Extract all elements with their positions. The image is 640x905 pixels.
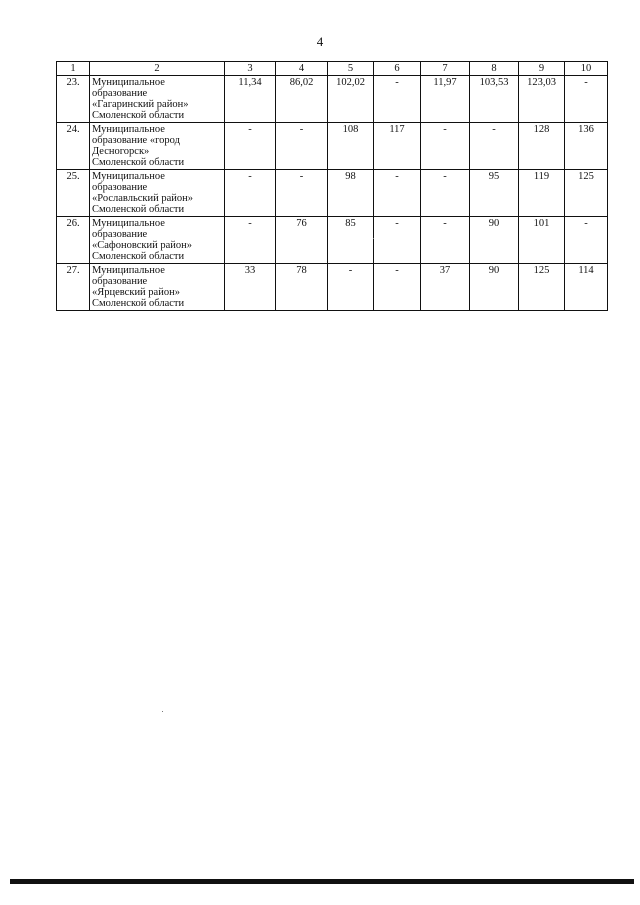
table-row [57,264,608,311]
value-cell: - [470,123,519,170]
column-header: 7 [421,62,470,76]
value-cell: 85 [328,217,374,264]
value-cell: - [374,76,421,123]
column-header: 6 [374,62,421,76]
value-cell: - [565,217,608,264]
value-cell: 125 [565,170,608,217]
municipality-name-line: Десногорск» [92,146,150,157]
value-cell: 101 [519,217,565,264]
table-row [57,123,608,170]
value-cell: 86,02 [276,76,328,123]
municipality-name-line: Муниципальное [92,171,165,182]
value-cell: 108 [328,123,374,170]
value-cell: - [374,264,421,311]
column-header: 10 [565,62,608,76]
value-cell: 37 [421,264,470,311]
data-table [56,61,608,311]
municipality-name-line: «Гагаринский район» [92,99,189,110]
header-row [57,62,608,76]
value-cell: - [225,170,276,217]
value-cell: 123,03 [519,76,565,123]
value-cell: 90 [470,264,519,311]
value-cell: - [328,264,374,311]
municipality-name-line: Муниципальное [92,265,165,276]
value-cell: 11,97 [421,76,470,123]
municipality-name-line: Смоленской области [92,157,185,168]
column-header: 9 [519,62,565,76]
column-header: 5 [328,62,374,76]
value-cell: - [374,217,421,264]
municipality-name-line: «Рославльский район» [92,193,194,204]
value-cell: - [276,170,328,217]
value-cell: - [421,170,470,217]
municipality-name-line: образование [92,182,148,193]
municipality-name [90,123,225,170]
column-header: 3 [225,62,276,76]
value-cell: 128 [519,123,565,170]
municipality-name [90,264,225,311]
value-cell: - [565,76,608,123]
municipality-name [90,217,225,264]
municipality-name [90,76,225,123]
municipality-name-line: образование [92,88,148,99]
scan-speck [373,238,374,239]
municipality-name [90,170,225,217]
municipality-name-line: «Сафоновский район» [92,240,193,251]
municipality-name-line: Смоленской области [92,110,185,121]
column-header: 4 [276,62,328,76]
row-number: 26. [57,217,90,264]
value-cell: - [276,123,328,170]
column-header: 2 [90,62,225,76]
value-cell: - [374,170,421,217]
bottom-border-line [10,879,634,884]
table-row [57,217,608,264]
page-number: 4 [316,34,324,49]
municipality-name-line: образование [92,276,148,287]
value-cell: - [421,123,470,170]
value-cell: - [225,217,276,264]
row-number: 27. [57,264,90,311]
municipality-name-line: Смоленской области [92,251,185,262]
scan-speck [162,711,163,712]
municipality-name-line: образование «город [92,135,180,146]
column-header: 8 [470,62,519,76]
row-number: 25. [57,170,90,217]
municipality-name-line: Муниципальное [92,218,165,229]
value-cell: 125 [519,264,565,311]
table-row [57,76,608,123]
value-cell: 119 [519,170,565,217]
column-header: 1 [57,62,90,76]
table-body [57,76,608,311]
value-cell: 103,53 [470,76,519,123]
table-row [57,170,608,217]
value-cell: 117 [374,123,421,170]
value-cell: 33 [225,264,276,311]
municipality-name-line: Муниципальное [92,77,165,88]
municipality-name-line: «Ярцевский район» [92,287,180,298]
value-cell: 90 [470,217,519,264]
value-cell: 136 [565,123,608,170]
municipality-name-line: Смоленской области [92,204,185,215]
value-cell: 98 [328,170,374,217]
row-number: 24. [57,123,90,170]
value-cell: 11,34 [225,76,276,123]
value-cell: 102,02 [328,76,374,123]
value-cell: 114 [565,264,608,311]
value-cell: 95 [470,170,519,217]
row-number: 23. [57,76,90,123]
value-cell: 76 [276,217,328,264]
municipality-name-line: Смоленской области [92,298,185,309]
value-cell: 78 [276,264,328,311]
municipality-name-line: образование [92,229,148,240]
value-cell: - [421,217,470,264]
value-cell: - [225,123,276,170]
municipality-name-line: Муниципальное [92,124,165,135]
